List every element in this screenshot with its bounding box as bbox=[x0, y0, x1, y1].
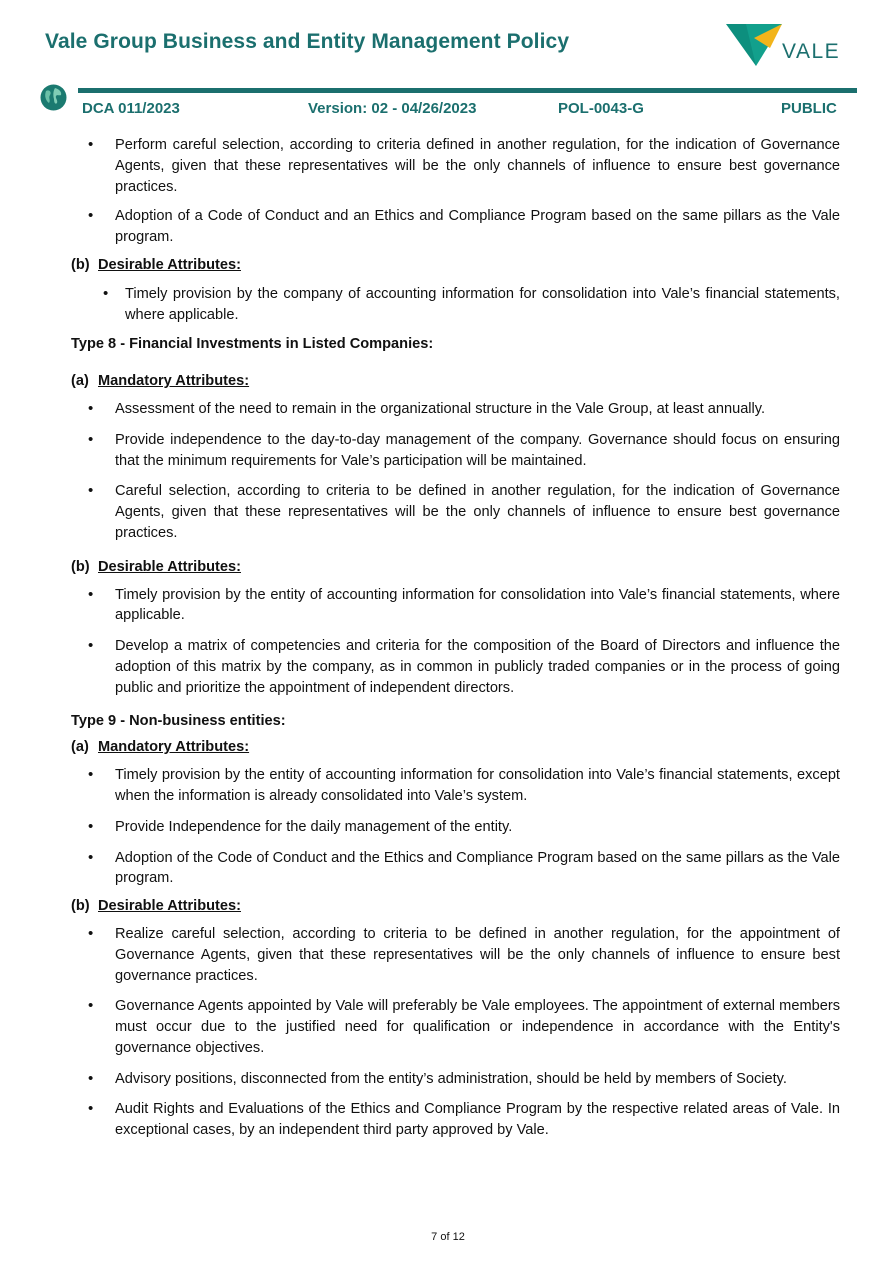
list-item: • Advisory positions, disconnected from the entity’s administration, should be held by members of Society. bbox=[71, 1069, 840, 1090]
mandatory-attributes-heading bbox=[71, 737, 840, 758]
page-body bbox=[71, 135, 840, 1141]
attr-label: Mandatory Attributes: bbox=[98, 373, 250, 390]
top-desirable-list bbox=[71, 284, 840, 326]
type8-desirable-list bbox=[71, 585, 840, 699]
header-rule bbox=[78, 88, 857, 93]
list-item: • Careful selection, according to criteria to be defined in another regulation, for the indication of Governance Agents, given that these representatives will be the only channels of influence to ensure best governance practices. bbox=[71, 481, 840, 543]
list-item: • Adoption of the Code of Conduct and the Ethics and Compliance Program based on the same pillars as the Vale program. bbox=[71, 848, 840, 890]
list-item: • Perform careful selection, according to criteria defined in another regulation, for the indication of Governance Agents, given that these representatives will be the only channels of influence to ensure best governance practices. bbox=[71, 135, 840, 197]
attr-label: Desirable Attributes: bbox=[98, 558, 241, 575]
attr-letter: (a) bbox=[71, 739, 89, 756]
type9-heading: Type 9 - Non-business entities: bbox=[71, 712, 286, 729]
list-item: • Timely provision by the company of accounting information for consolidation into Vale’s financial statements, where applicable. bbox=[71, 284, 840, 326]
policy-code: POL-0043-G bbox=[558, 100, 644, 117]
type9-desirable-list bbox=[71, 924, 840, 1141]
attr-letter: (a) bbox=[71, 373, 89, 390]
list-item: • Adoption of a Code of Conduct and an Ethics and Compliance Program based on the same pillars as the Vale program. bbox=[71, 206, 840, 248]
document-title: Vale Group Business and Entity Management Policy bbox=[45, 30, 570, 53]
type8-mandatory-list bbox=[71, 399, 840, 544]
doc-number: DCA 011/2023 bbox=[82, 100, 180, 117]
attr-label: Mandatory Attributes: bbox=[98, 739, 250, 756]
top-list bbox=[71, 135, 840, 248]
list-item: • Realize careful selection, according to criteria to be defined in another regulation, for the appointment of Governance Agents, given that these representatives will be the only channels of influence to ensure best governance practices. bbox=[71, 924, 840, 986]
vale-logo-text: VALE bbox=[782, 40, 841, 63]
page-number: 7 of 12 bbox=[431, 1231, 465, 1243]
mandatory-attributes-heading bbox=[71, 371, 840, 392]
list-item: • Provide Independence for the daily management of the entity. bbox=[71, 817, 840, 838]
attr-letter: (b) bbox=[71, 558, 90, 575]
list-item: • Provide independence to the day-to-day management of the company. Governance should focus on ensuring that the minimum requirements for Vale’s participation will be maintained. bbox=[71, 430, 840, 472]
attr-letter: (b) bbox=[71, 898, 90, 915]
list-item: • Assessment of the need to remain in the organizational structure in the Vale Group, at least annually. bbox=[71, 399, 840, 420]
list-item: • Timely provision by the entity of accounting information for consolidation into Vale’s financial statements, where applicable. bbox=[71, 585, 840, 627]
attr-label: Desirable Attributes: bbox=[98, 898, 241, 915]
classification-label: PUBLIC bbox=[781, 100, 837, 117]
attr-letter: (b) bbox=[71, 256, 90, 273]
desirable-attributes-heading bbox=[71, 255, 840, 276]
list-item: • Audit Rights and Evaluations of the Ethics and Compliance Program by the respective related areas of Vale. In exceptional cases, by an independent third party approved by Vale. bbox=[71, 1099, 840, 1141]
list-item: • Develop a matrix of competencies and criteria for the composition of the Board of Directors and influence the adoption of this matrix by the company, as in common in publicly traded companies or in the process of going public and prioritize the appointment of independent directors. bbox=[71, 636, 840, 698]
attr-label: Desirable Attributes: bbox=[98, 256, 241, 273]
desirable-attributes-heading bbox=[71, 896, 840, 917]
desirable-attributes-heading bbox=[71, 557, 840, 578]
type9-mandatory-list bbox=[71, 765, 840, 889]
list-item: • Governance Agents appointed by Vale will preferably be Vale employees. The appointment of external members must occur due to the justified need for qualification or independence in accordance with the Entity's governance objectives. bbox=[71, 996, 840, 1058]
list-item: • Timely provision by the entity of accounting information for consolidation into Vale’s financial statements, except when the information is already consolidated into Vale’s system. bbox=[71, 765, 840, 807]
version-label: Version: 02 - 04/26/2023 bbox=[308, 100, 477, 117]
globe-icon bbox=[40, 84, 67, 111]
type8-heading: Type 8 - Financial Investments in Listed Companies: bbox=[71, 336, 434, 353]
